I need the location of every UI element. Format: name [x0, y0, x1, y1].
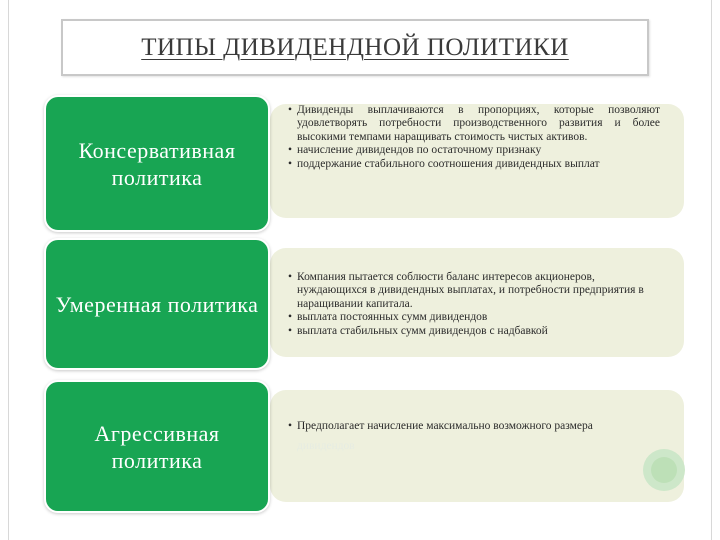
- policy-label: Агрессивная политика: [94, 420, 220, 473]
- list-item: • Дивиденды выплачиваются в пропорциях, которые позволяют удовлетворять потребности производственного развития и более высокими темпами наращивать стоимость чистых активов.: [288, 104, 660, 144]
- list-item: • начисление дивидендов по остаточному признаку: [288, 144, 660, 157]
- policy-label: Консервативная политика: [78, 137, 236, 190]
- slide-frame-right: [711, 0, 712, 540]
- slide-frame-left: [8, 0, 9, 540]
- list-item: [288, 416, 660, 456]
- row-aggressive-details: [270, 390, 684, 502]
- list-item: • Компания пытается соблюсти баланс интересов акционеров, нуждающихся в дивидендных выплатах, и потребности предприятия в наращивании капитала.: [288, 271, 660, 311]
- bullet-text: Предполагает начисление максимально возможного размера: [297, 420, 593, 432]
- label-moderate-policy: [44, 238, 270, 370]
- row-conservative-details: [270, 104, 684, 218]
- row-moderate-details: [270, 248, 684, 357]
- faded-text: дивидендов: [297, 440, 355, 452]
- moderate-bullet-list: [288, 271, 660, 338]
- aggressive-bullet-list: [288, 416, 660, 456]
- policy-label: Умеренная политика: [55, 291, 259, 317]
- conservative-bullet-list: [288, 104, 660, 171]
- label-conservative-policy: [44, 95, 270, 232]
- list-item: • поддержание стабильного соотношения дивидендных выплат: [288, 158, 660, 171]
- label-aggressive-policy: [44, 380, 270, 513]
- title-box: [61, 19, 649, 76]
- page-title: ТИПЫ ДИВИДЕНДНОЙ ПОЛИТИКИ: [141, 33, 569, 61]
- list-item: • выплата постоянных сумм дивидендов: [288, 311, 660, 324]
- list-item: • выплата стабильных сумм дивидендов с надбавкой: [288, 325, 660, 338]
- decorative-circle-inner: [651, 457, 677, 483]
